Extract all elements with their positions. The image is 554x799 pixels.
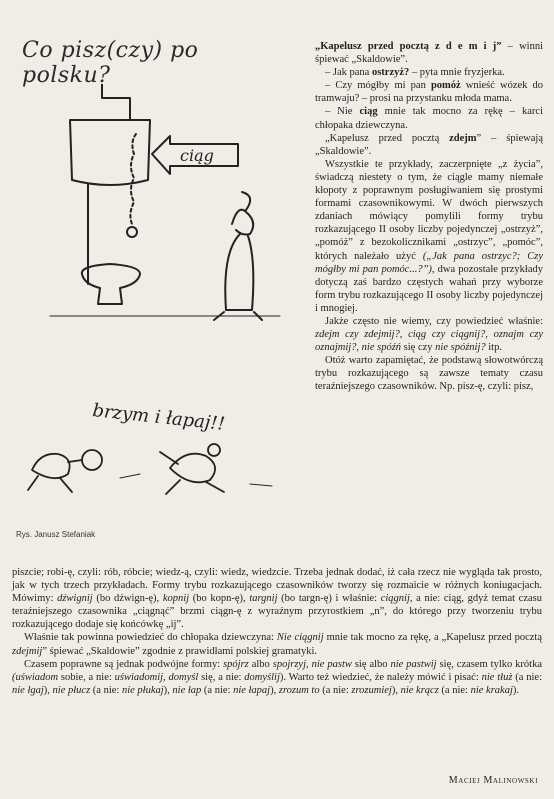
illustration-toilet-chain [10,84,300,334]
text-run: mnie tak mocno za rękę – karci chłopaka dziewczyna. [315,106,543,131]
bold-run: „Kapelusz przed pocztą z d e m i j” [315,41,502,52]
paragraph [315,40,543,66]
illustration-credit: Rys. Janusz Stefaniak [16,530,96,539]
italic-run: ciągnij [380,593,410,605]
text-run: się albo [351,658,391,670]
italic-run: nie płukaj [121,684,164,696]
text-run: itp. [485,342,502,354]
paragraph [12,658,542,697]
bold-run: zdejm [449,132,477,144]
article-right-column [315,40,543,394]
text-run: (bo kopn-ę), [189,593,250,605]
text-run: ” – śpiewają „Skaldowie”. [315,132,543,157]
bold-run: pomóż [430,80,461,92]
italic-run: spojrzyj, nie pastw [272,658,352,670]
paragraph [315,105,543,131]
text-run: – pyta mnie fryzjerka. [409,67,505,79]
author-signature: Maciej Malinowski [448,775,538,786]
italic-run: nie krakaj [470,684,513,696]
paragraph [315,132,543,158]
text-run: wnieść wózek do tramwaju? – prosi na przystanku młoda mama. [315,80,544,105]
text-run: się czy [401,342,436,354]
text-run: ), [391,684,401,696]
paragraph [315,354,543,393]
italic-run: targnij [249,593,278,605]
illustration-caption-text: brzym i łapaj!! [91,400,226,435]
text-run: , a nie: ciąg, gdyż temat czasu teraźniejszego czasownika „ciągnąć” brzmi ciągn-ę z wyraźnym przyrostkiem „n”, do którego przy tworzeniu trybu rozkazującego dodaje się końcówkę „ij”. [12,593,542,631]
paragraph [315,79,543,105]
article-full-width-text [12,566,542,697]
text-run: albo [248,658,273,670]
text-run: Czasem poprawne są jednak podwójne formy: [24,658,224,670]
italic-run: nie łapaj [233,684,271,696]
italic-run: Nie ciągnij [276,632,324,644]
italic-run: domyślij [244,671,280,683]
text-run: ), [43,684,53,696]
italic-run: nie spóźnij? [435,342,486,354]
text-run: się, czasem tylko krótka [436,658,543,670]
paragraph [12,566,542,631]
italic-run: zdejm czy zdejmij?, ciąg czy ciągnij?, oznajm czy oznajmij?, nie spóźń [315,329,543,354]
bold-run: ostrzyż? [371,67,410,79]
italic-run: nie pastwij [390,658,437,670]
text-run: Otóż warto zapamiętać, że podstawą słowotwórczą trybu rozkazującego są zawsze tematy czasu teraźniejszego czasowników. Np. pisz-ę, czyli: pisz, [315,355,543,393]
text-run: piszcie; robi-ę, czyli: rób, róbcie; wiedz-ą, czyli: wiedz, wiedzcie. Trzeba jednak dodać, iż cała rzecz nie wygląda tak prosto, jak w tych trzech przykładach. Formy trybu rozkazującego czasowników tworzy się rozmaicie w różnych koniugacjach. Mówimy: [12,567,542,605]
illustration-running-figures [10,388,300,508]
italic-run: nie płucz [52,684,91,696]
text-run: się, a nie: [198,671,245,683]
text-run: ” śpiewać „Skaldowie” zgodnie z prawidłami polskiej gramatyki. [42,645,318,657]
text-run: ), [163,684,173,696]
italic-run: spójrz [223,658,249,670]
paragraph [12,631,542,657]
text-run: (a nie: [319,684,352,696]
text-run: sobie, a nie: [58,671,115,683]
italic-run: (uświadom [12,671,59,683]
text-run: ), [270,684,279,696]
bold-run: ciąg [359,106,378,118]
text-run: „Kapelusz przed pocztą [325,132,450,144]
text-run: ). Warto też wiedzieć, że należy mówić i pisać: [279,671,482,683]
text-run: (a nie: [201,684,234,696]
paragraph [315,66,543,79]
text-run: (bo dźwign-ę), [92,593,163,605]
text-run: Właśnie tak powinna powiedzieć do chłopaka dziewczyna: [24,632,277,644]
text-run: (a nie: [90,684,122,696]
text-run: – winni śpiewać „Skaldowie”. [315,41,544,66]
text-run: (a nie: [512,671,543,683]
italic-run: zdejmij [12,645,43,657]
text-run: (a nie: [438,684,471,696]
italic-run: nie łgaj [12,684,44,696]
text-run: – Jak pana [325,67,372,79]
italic-run: nie tłuż [481,671,513,683]
text-run: – Czy mógłby mi pan [325,80,431,92]
italic-run: kopnij [162,593,190,605]
text-run: (bo targn-ę) i właśnie: [277,593,381,605]
illustration-sign-text: ciąg [180,146,214,165]
text-run: , dwa pozostałe przykłady dotyczą zaś bardzo częstych wahań przy wyborze form trybu rozkazującego II osoby liczby pojedynczej i mnogiej. [315,263,543,314]
paragraph [315,315,543,354]
text-run: ). [512,684,519,696]
italic-run: zrozum to [278,684,320,696]
italic-run: nie łap [172,684,202,696]
text-run: – Nie [325,106,360,118]
italic-run: uświadomij, domyśl [114,671,199,683]
italic-run: nie krącz [400,684,439,696]
text-run: Wszystkie te przykłady, zaczerpnięte „z życia”, świadczą niestety o tym, że ciągle mamy niemałe kłopoty z poprawnym posługiwaniem się prostymi formami czasownikowymi. W dwóch pierwszych zdaniach mówiący pomylili formy trybu rozkazującego II osoby liczby pojedynczej „ostrzyż”, „pomóż” z bezokolicznikami „ostrzyc”, „pomóc”, których należało użyć [315,158,543,262]
text-run: mnie tak mocno za rękę, a „Kapelusz przed pocztą [323,632,542,644]
article-title: Co pisz(czy) po polsku? [22,38,199,88]
paragraph [315,158,543,315]
italic-run: zrozumiej [351,684,392,696]
text-run: Jakże często nie wiemy, czy powiedzieć właśnie: [325,315,543,327]
italic-run: („Jak pana ostrzyc?; Czy mógłby mi pan pomóc...?”) [315,250,543,275]
italic-run: dźwignij [57,593,93,605]
